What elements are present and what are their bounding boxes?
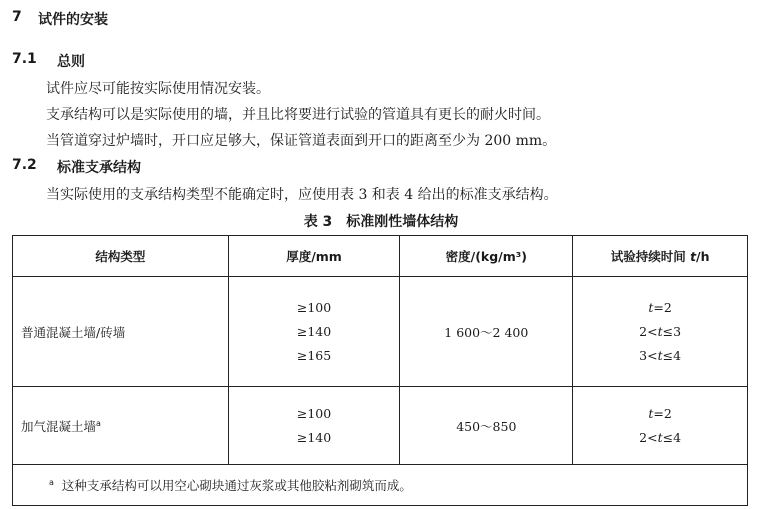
duration-value: t=2 (648, 405, 672, 421)
header-thickness: 厚度/mm (228, 236, 400, 277)
footnote-mark: a (49, 478, 54, 487)
header-duration-label: 试验持续时间 (610, 249, 686, 264)
duration-value: 3<t≤4 (639, 347, 682, 363)
header-density: 密度/(kg/m³) (400, 236, 573, 277)
duration-cell (573, 277, 748, 387)
thickness-value: ≥140 (296, 429, 332, 445)
paragraph: 试件应尽可能按实际使用情况安装。 (46, 81, 270, 97)
duration-value: 2<t≤4 (639, 429, 682, 445)
table-caption: 表 3 标准刚性墙体结构 (303, 214, 459, 230)
thickness-cell (228, 277, 400, 387)
standard-wall-table (12, 235, 748, 506)
subsection-title: 标准支承结构 (57, 160, 141, 176)
structure-type-label: 加气混凝土墙 (21, 418, 97, 434)
table-row (13, 277, 748, 387)
thickness-value: ≥140 (296, 323, 332, 339)
table-footnote-row (13, 465, 748, 506)
paragraph: 支承结构可以是实际使用的墙，并且比将要进行试验的管道具有更长的耐火时间。 (46, 107, 550, 123)
footnote-mark: a (96, 418, 101, 428)
thickness-cell (228, 387, 400, 465)
density-cell: 450～850 (400, 387, 573, 465)
table-row (13, 387, 748, 465)
thickness-value: ≥100 (296, 299, 332, 315)
paragraph: 当管道穿过炉墙时，开口应足够大，保证管道表面到开口的距离至少为 200 mm。 (46, 133, 557, 149)
table-header-row (13, 236, 748, 277)
header-duration-var: t (690, 249, 697, 264)
duration-value: 2<t≤3 (639, 323, 682, 339)
thickness-value: ≥165 (296, 347, 332, 363)
density-cell: 1 600～2 400 (400, 277, 573, 387)
structure-type-cell (13, 387, 229, 465)
table-footnote (13, 465, 748, 506)
section-number: 7 (12, 9, 22, 25)
subsection-number: 7.1 (12, 51, 37, 67)
thickness-value: ≥100 (296, 405, 332, 421)
section-title: 试件的安装 (38, 12, 108, 28)
subsection-number: 7.2 (12, 157, 37, 173)
duration-value: t=2 (648, 299, 672, 315)
header-structure-type: 结构类型 (13, 236, 229, 277)
header-duration (573, 236, 748, 277)
paragraph: 当实际使用的支承结构类型不能确定时，应使用表 3 和表 4 给出的标准支承结构。 (46, 187, 558, 203)
footnote-text: 这种支承结构可以用空心砌块通过灰浆或其他胶粘剂砌筑而成。 (61, 478, 412, 493)
duration-cell (573, 387, 748, 465)
subsection-title: 总则 (57, 54, 85, 70)
structure-type-cell: 普通混凝土墙/砖墙 (13, 277, 229, 387)
header-duration-unit: /h (696, 249, 710, 264)
